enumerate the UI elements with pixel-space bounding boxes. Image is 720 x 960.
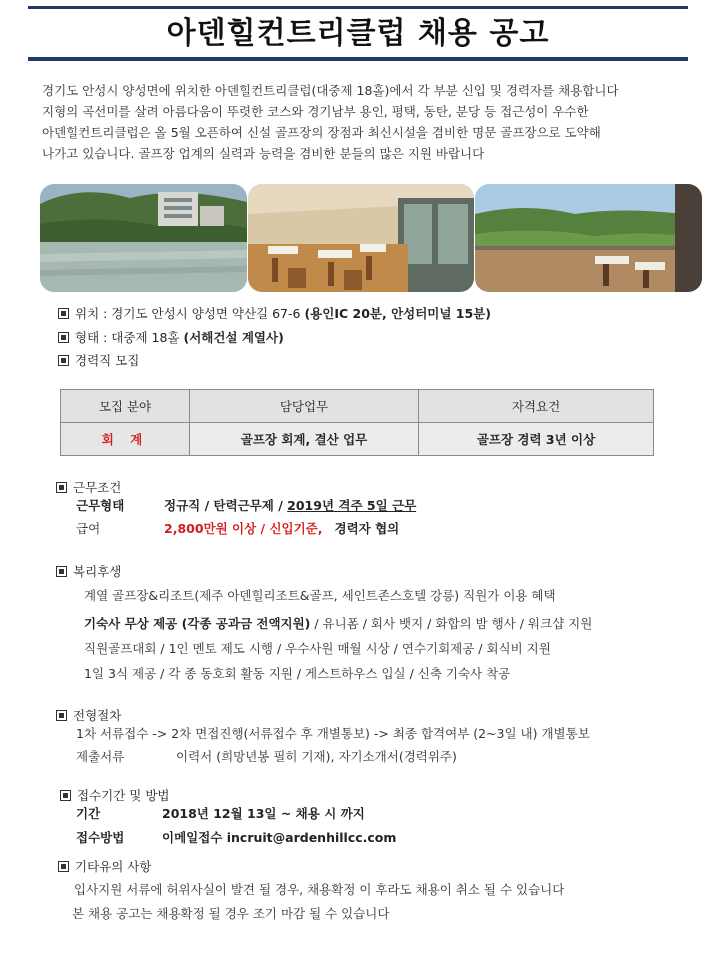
job-duty-cell: 골프장 회계, 결산 업무 [190, 423, 419, 456]
notes-heading-text: 기타유의 사항 [75, 859, 152, 874]
pay-value: 2,800만원 이상 / 신입기준, [164, 521, 323, 536]
intro-line: 경기도 안성시 양성면에 위치한 아덴힐컨트리클럽(대중제 18홀)에서 각 부분 신입 및 경력자를 채용합니다 [42, 83, 619, 98]
docs-line [76, 747, 457, 765]
header-cell: 모집 분야 [61, 390, 190, 423]
pay-line [76, 519, 399, 537]
table-row [61, 423, 654, 456]
header-cell: 자격요건 [419, 390, 654, 423]
work-heading-text: 근무조건 [73, 480, 122, 495]
method-line [76, 828, 396, 846]
job-requirement-cell: 골프장 경력 3년 이상 [419, 423, 654, 456]
job-category-cell: 회 계 [61, 423, 190, 456]
docs-label: 제출서류 [76, 749, 125, 764]
work-form-schedule: 2019년 격주 5일 근무 [287, 498, 417, 513]
header-cell: 담당업무 [190, 390, 419, 423]
welfare-line [84, 614, 592, 632]
intro-line: 지형의 곡선미를 살려 아름다움이 뚜렷한 코스와 경기남부 용인, 평택, 동탄, 분당 등 접근성이 우수한 [42, 104, 589, 119]
work-form-line [76, 496, 416, 514]
title-block [28, 6, 688, 61]
period-label: 기간 [76, 806, 101, 821]
intro-line: 나가고 있습니다. 골프장 업계의 실력과 능력을 겸비한 분들의 많은 지원 바랍니다 [42, 146, 485, 161]
welfare-line: 직원골프대회 / 1인 멘토 제도 시행 / 우수사원 매월 시상 / 연수기회제공 / 회식비 지원 [84, 641, 551, 656]
process-heading-text: 전형절차 [73, 708, 122, 723]
pay-label: 급여 [76, 521, 101, 536]
table-header-row [61, 390, 654, 423]
type-note: (서해건설 계열사) [183, 330, 284, 345]
welfare-line: 1일 3식 제공 / 각 종 동호회 활동 지원 / 게스트하우스 입실 / 신축 기숙사 착공 [84, 666, 511, 681]
intro-line: 아덴힐컨트리클럽은 올 5월 오픈하여 신설 골프장의 장점과 최신시설을 겸비한 명문 골프장으로 도약해 [42, 125, 601, 140]
apply-heading [60, 786, 169, 804]
location-text: 위치 : 경기도 안성시 양성면 약산길 67-6 [75, 306, 301, 321]
notes-heading [58, 857, 151, 875]
welfare-heading [56, 562, 121, 580]
career-text: 경력직 모집 [75, 353, 140, 368]
welfare-heading-text: 복리후생 [73, 564, 122, 579]
title-rule-bottom [28, 57, 688, 61]
bullet-icon [58, 332, 69, 343]
work-form-value: 정규직 / 탄력근무제 / [164, 498, 283, 513]
location-note: (용인IC 20분, 안성터미널 15분) [304, 306, 491, 321]
period-value: 2018년 12월 13일 ~ 채용 시 까지 [162, 806, 365, 821]
work-heading [56, 478, 121, 496]
bullet-icon [56, 566, 67, 577]
notes-line: 입사지원 서류에 허위사실이 발견 될 경우, 채용확정 이 후라도 채용이 취소 될 수 있습니다 [74, 882, 565, 897]
jobs-table [60, 389, 654, 456]
type-text: 형태 : 대중제 18홀 [75, 330, 180, 345]
restaurant-interior-photo [248, 184, 474, 292]
notes-line: 본 채용 공고는 채용확정 될 경우 조기 마감 될 수 있습니다 [72, 906, 390, 921]
method-label: 접수방법 [76, 830, 125, 845]
docs-value: 이력서 (희망년봉 필히 기재), 자기소개서(경력위주) [176, 749, 457, 764]
bullet-icon [58, 355, 69, 366]
bullet-icon [56, 710, 67, 721]
period-line [76, 804, 365, 822]
terrace-view-photo [475, 184, 702, 292]
clubhouse-lake-photo [40, 184, 247, 292]
page-title: 아덴힐컨트리클럽 채용 공고 [166, 16, 550, 51]
method-value: 이메일접수 incruit@ardenhillcc.com [162, 830, 397, 845]
apply-heading-text: 접수기간 및 방법 [77, 788, 170, 803]
process-line: 1차 서류접수 -> 2차 면접진행(서류접수 후 개별통보) -> 최종 합격여부 (2~3일 내) 개별통보 [76, 726, 590, 741]
bullet-icon [56, 482, 67, 493]
intro-paragraph [42, 80, 692, 164]
photo-strip [40, 184, 702, 292]
welfare-line: 계열 골프장&리조트(제주 아덴힐리조트&골프, 세인트존스호텔 강릉) 직원가 이용 혜택 [84, 588, 556, 603]
bullet-icon [60, 790, 71, 801]
welfare-dorm-text: 기숙사 무상 제공 (각종 공과금 전액지원) [84, 616, 311, 631]
work-form-label: 근무형태 [76, 498, 125, 513]
career-item [58, 351, 139, 369]
pay-note: 경력자 협의 [334, 521, 400, 536]
type-item [58, 328, 284, 346]
location-item [58, 304, 491, 322]
process-heading [56, 706, 121, 724]
bullet-icon [58, 861, 69, 872]
bullet-icon [58, 308, 69, 319]
welfare-line2-rest: / 유니폼 / 회사 뱃지 / 화합의 밤 행사 / 워크샵 지원 [310, 616, 593, 631]
